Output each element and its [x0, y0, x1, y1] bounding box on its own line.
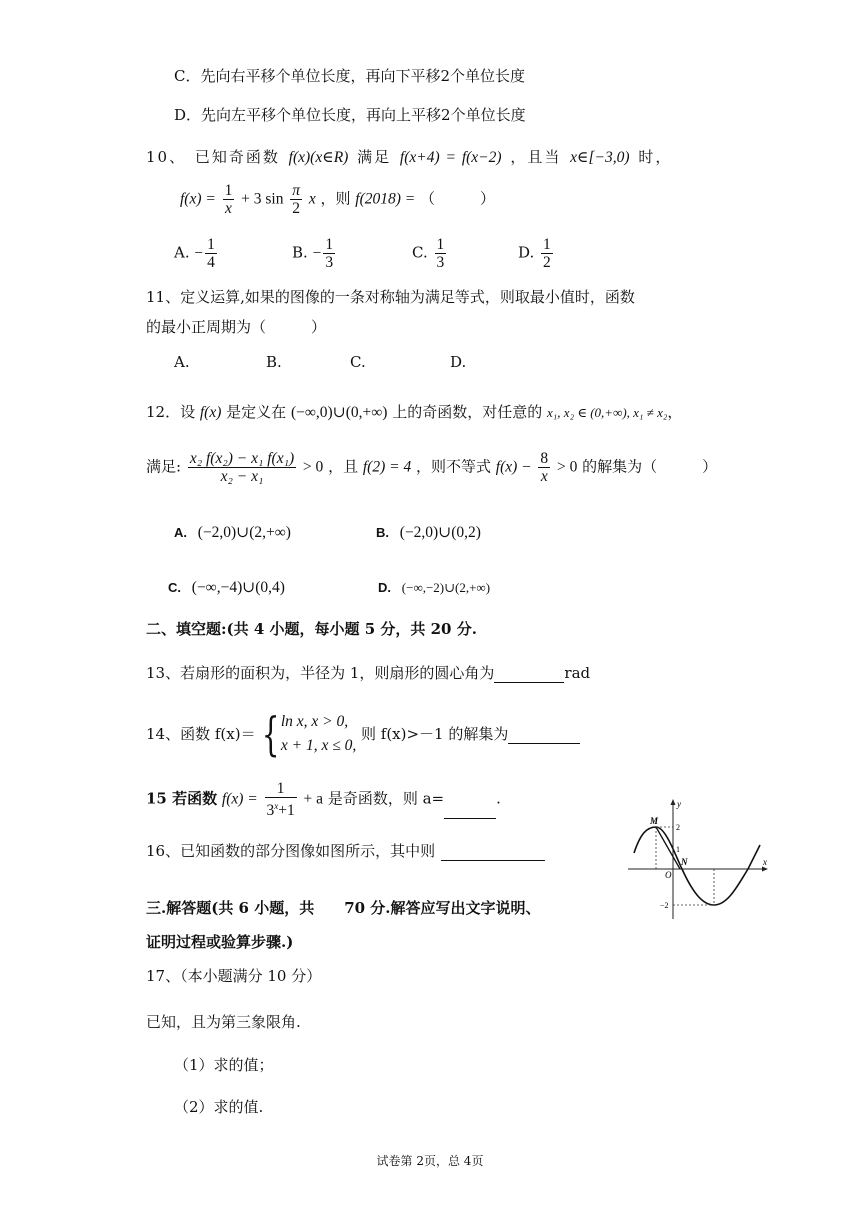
- q12-satisfy: 满足:: [146, 457, 182, 476]
- q12-ineq-den: x: [540, 468, 548, 485]
- q14-prefix: 14、函数 f(x)＝: [146, 725, 256, 743]
- q13: [146, 662, 590, 683]
- q11-stem-line1: 11、定义运算,如果的图像的一条对称轴为满足等式，则取最小值时，函数: [146, 288, 635, 306]
- q15-answer-blank[interactable]: [444, 798, 496, 819]
- q17-part1: （1）求的值；: [174, 1056, 274, 1074]
- page-footer: 试卷第 2页，总 4页: [376, 1154, 484, 1168]
- q12-frac-num: x₂ f(x₂) − x₁ f(x₁): [189, 450, 295, 467]
- option-value: (−2,0)∪(2,+∞): [197, 524, 291, 541]
- x-axis-label: x: [763, 857, 767, 867]
- tick-label-neg2: −2: [660, 901, 669, 910]
- q14-case1: ln x, x > 0,: [280, 713, 349, 730]
- q16: [146, 840, 545, 861]
- q12-ineq-a: f(x) −: [495, 458, 532, 476]
- q14-cases: [281, 710, 356, 758]
- q11-option-b: B.: [266, 353, 282, 371]
- q15: [146, 780, 501, 819]
- q12-text1: 是定义在: [226, 403, 287, 421]
- q12-stem-line2: [146, 450, 717, 485]
- q10-frac1: [223, 182, 235, 217]
- option-num: 1: [325, 236, 334, 253]
- q10-frac2-num: π: [292, 182, 301, 199]
- tick-label-2: 2: [676, 823, 680, 832]
- q10-frac2: [290, 182, 302, 217]
- function-graph: [622, 795, 782, 925]
- option-den: 3: [436, 254, 445, 271]
- q12-gt0: > 0: [302, 458, 324, 476]
- option-label: B.: [376, 525, 389, 540]
- q14-case2: x + 1, x ≤ 0,: [280, 737, 357, 754]
- q10-fx: f(x) =: [180, 190, 216, 208]
- q15-den-exp: x: [274, 801, 279, 811]
- q10-option-c: [412, 236, 448, 271]
- option-num: 1: [543, 236, 551, 253]
- q15-prefix: 15 若函数: [146, 789, 218, 808]
- q15-frac-den: [265, 798, 297, 819]
- q15-den-base: 3: [266, 802, 275, 820]
- q15-den-rest: +1: [278, 802, 295, 820]
- option-frac: [205, 236, 217, 271]
- q12-ineq-b: > 0: [556, 458, 578, 476]
- section-2-heading: 二、填空题:(共 4 小题，每小题 5 分，共 20 分.: [146, 620, 477, 638]
- q12-text3: ，且: [328, 457, 359, 476]
- option-label: D.: [378, 580, 391, 595]
- q10-text3: ，且当: [510, 148, 562, 166]
- point-n-label: N: [681, 857, 688, 867]
- q10-f2018: f(2018) =: [355, 190, 416, 208]
- section-3-heading-line1: 三.解答题(共 6 小题，共 70 分.解答应写出文字说明、: [146, 899, 541, 917]
- q15-fx: f(x) =: [221, 790, 258, 808]
- q12-option-c: [168, 577, 285, 598]
- q12-text5: 的解集为（ ）: [582, 457, 718, 476]
- q15-frac: [265, 780, 297, 819]
- q11-option-c: C.: [350, 353, 366, 371]
- option-label: D.: [518, 243, 535, 262]
- option-num: 1: [436, 236, 445, 253]
- option-den: 3: [325, 254, 334, 271]
- q10-frac2-den: 2: [292, 200, 301, 217]
- q13-text: 13、若扇形的面积为，半径为 1，则扇形的圆心角为: [146, 664, 495, 682]
- q12-ineq-num: 8: [540, 450, 549, 467]
- q14-brace: {: [261, 707, 280, 761]
- q10-f2: f(x+4) = f(x−2): [399, 149, 502, 166]
- q15-plus-a: + a: [303, 790, 324, 808]
- option-frac: [435, 236, 447, 271]
- q12-fx: f(x): [199, 404, 222, 421]
- q10-frac1-den: x: [225, 200, 232, 217]
- y-axis-label: y: [677, 799, 681, 809]
- q14: [146, 707, 580, 761]
- q9-option-d: D．先向左平移个单位长度，再向上平移2个单位长度: [174, 106, 526, 124]
- option-sign: −: [312, 244, 322, 262]
- option-frac: [541, 236, 553, 271]
- q12-option-a: [174, 522, 291, 543]
- q14-suffix: 则 f(x)>－1 的解集为: [361, 725, 509, 743]
- q12-option-b: [376, 522, 481, 543]
- q11-stem-line2: 的最小正周期为（ ）: [146, 318, 327, 336]
- q12-text2: 上的奇函数，对任意的: [392, 403, 543, 421]
- q12-comma: ，: [667, 403, 683, 421]
- option-num: 1: [207, 236, 215, 253]
- option-label: A.: [174, 243, 190, 262]
- q10-xvar: x: [308, 190, 316, 208]
- q12-ineq-frac: [538, 450, 550, 485]
- option-value: (−2,0)∪(0,2): [399, 524, 481, 541]
- q10-option-b: [292, 236, 337, 271]
- q12-domain: (−∞,0)∪(0,+∞): [290, 404, 388, 421]
- q12-stem-line1: [146, 402, 682, 423]
- q10-f3: x∈[−3,0): [570, 149, 630, 166]
- q10-text4: 时，: [638, 148, 673, 166]
- option-den: 4: [207, 254, 215, 271]
- q13-answer-blank[interactable]: [494, 662, 564, 683]
- option-frac: [323, 236, 335, 271]
- q11-option-d: D.: [450, 353, 467, 371]
- q17-title: 17、（本小题满分 10 分）: [146, 967, 322, 985]
- q10-text2: 满足: [357, 148, 392, 166]
- q15-end: .: [496, 789, 501, 808]
- q10-f1: f(x)(x∈R): [288, 149, 349, 166]
- origin-label: O: [665, 870, 672, 880]
- q14-answer-blank[interactable]: [508, 725, 580, 744]
- q15-frac-num: 1: [265, 780, 297, 798]
- q15-suffix: 是奇函数，则 a=: [327, 789, 445, 808]
- q12-frac-den: x₂ − x₁: [220, 468, 264, 485]
- q12-number: 12．设: [146, 403, 196, 421]
- option-value: (−∞,−2)∪(2,+∞): [401, 580, 491, 595]
- q10-stem-line1: [146, 147, 672, 168]
- point-m-label: M: [650, 816, 659, 826]
- q17-part2: （2）求的值.: [174, 1098, 264, 1116]
- option-label: A.: [174, 525, 187, 540]
- q16-text: 16、已知函数的部分图像如图所示，其中则: [146, 842, 436, 860]
- q10-plus-sin: + 3 sin: [241, 190, 284, 208]
- q10-stem-line2: [180, 182, 495, 217]
- section-3-heading-line2: 证明过程或验算步骤.): [146, 933, 294, 951]
- q16-answer-blank[interactable]: [441, 840, 545, 861]
- q12-text4: ，则不等式: [416, 457, 492, 476]
- q10-frac1-num: 1: [224, 182, 233, 199]
- q9-option-c: C．先向右平移个单位长度，再向下平移2个单位长度: [174, 67, 526, 85]
- q12-option-d: [378, 577, 490, 598]
- q11-option-a: A.: [174, 353, 190, 371]
- q12-condition: x₁, x₂ ∈ (0,+∞), x₁ ≠ x₂: [547, 405, 668, 420]
- sine-curve: [634, 827, 760, 905]
- q10-text1: 已知奇函数: [194, 148, 280, 166]
- option-label: C.: [168, 580, 181, 595]
- option-label: B.: [292, 243, 308, 262]
- q17-given: 已知，且为第三象限角.: [146, 1013, 301, 1031]
- q13-unit: rad: [564, 664, 591, 682]
- option-sign: −: [194, 244, 204, 262]
- q10-answer-paren: （ ）: [420, 189, 496, 208]
- option-label: C.: [412, 243, 428, 262]
- q10-option-a: [174, 236, 219, 271]
- q10-option-d: [518, 236, 555, 271]
- q12-f2: f(2) = 4: [362, 458, 412, 476]
- q10-then: ，则: [320, 189, 351, 208]
- tick-label-1: 1: [676, 845, 680, 854]
- q12-frac: [188, 450, 296, 485]
- option-den: 2: [543, 254, 551, 271]
- q10-number: 10、: [146, 148, 187, 166]
- option-value: (−∞,−4)∪(0,4): [191, 579, 285, 596]
